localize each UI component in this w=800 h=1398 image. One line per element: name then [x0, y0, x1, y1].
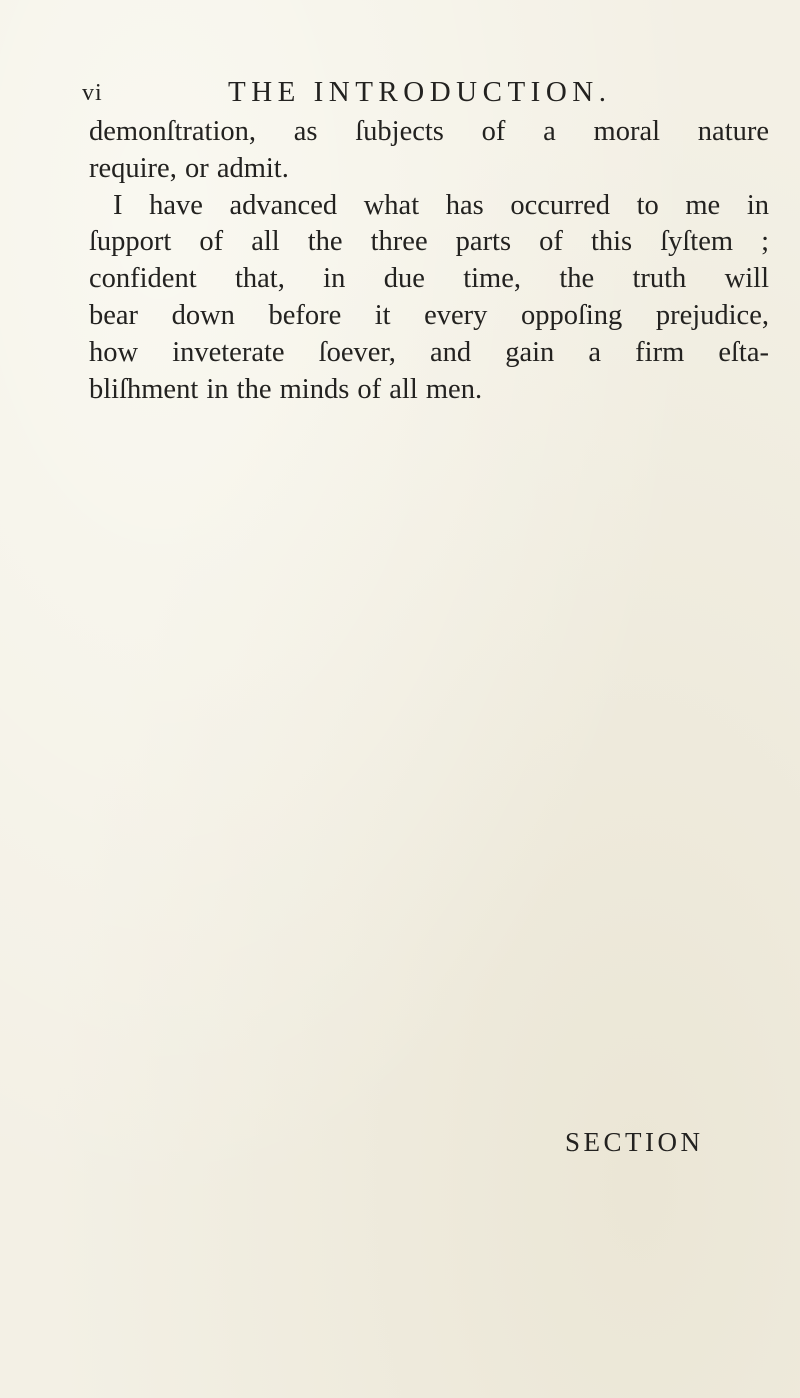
running-head-title: THE INTRODUCTION.: [228, 76, 612, 108]
text-line: how inveterate ſoever, and gain a firm eſta-: [89, 336, 769, 368]
text-line: ſupport of all the three parts of this ſyſtem ;: [89, 226, 769, 258]
page-number: vi: [82, 80, 103, 106]
catchword: SECTION: [565, 1127, 704, 1157]
running-head: [82, 76, 642, 112]
text-line: confident that, in due time, the truth will: [89, 263, 769, 295]
text-line: I have advanced what has occurred to me in: [113, 189, 769, 221]
text-line: bliſhment in the minds of all men.: [89, 373, 483, 405]
text-line: require, or admit.: [89, 152, 289, 184]
text-line: demonſtration, as ſubjects of a moral nature: [89, 116, 769, 147]
text-line: bear down before it every oppoſing prejudice,: [89, 299, 769, 331]
body-text: [89, 114, 769, 408]
